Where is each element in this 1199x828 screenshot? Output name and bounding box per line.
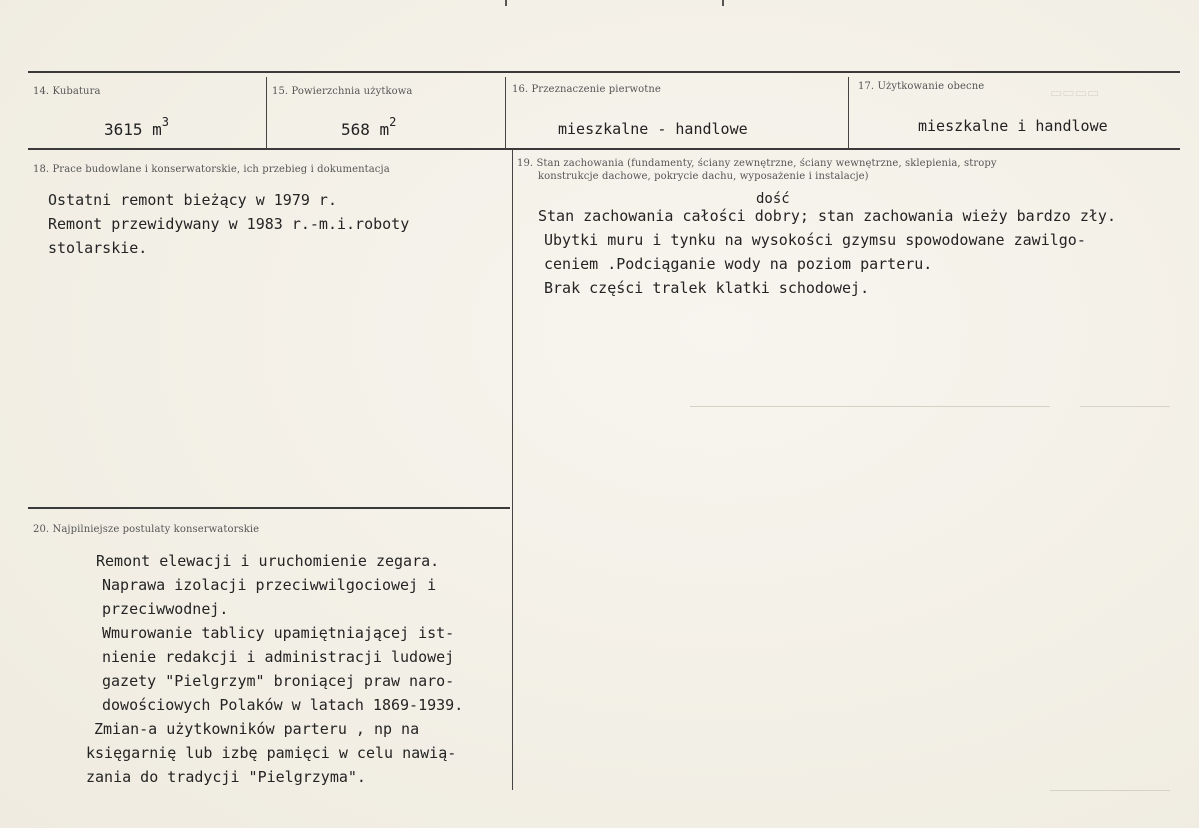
postulaty-label: 20. Najpilniejsze postulaty konserwatorskie [33, 524, 260, 535]
text-line: księgarnię lub izbę pamięci w celu nawią- [86, 744, 457, 762]
stan-insertion: dość [756, 191, 790, 207]
stan-text [538, 204, 1116, 300]
text-line: Ubytki muru i tynku na wysokości gzymsu spowodowane zawilgo- [544, 231, 1086, 249]
postulaty-text [86, 549, 463, 789]
prace-label: 18. Prace budowlane i konserwatorskie, ich przebieg i dokumentacja [33, 164, 390, 175]
kubatura-value [104, 115, 170, 139]
text-line: zania do tradycji "Pielgrzyma". [86, 768, 366, 786]
bleed-mark [1080, 406, 1170, 407]
stan-label-line2: konstrukcje dachowe, pokrycie dachu, wyposażenie i instalacje) [538, 171, 869, 182]
kubatura-label: 14. Kubatura [33, 86, 101, 97]
uzytkowanie-value: mieszkalne i handlowe [918, 117, 1108, 135]
powierzchnia-value [341, 115, 397, 139]
uzytkowanie-label: 17. Użytkowanie obecne [858, 81, 985, 92]
text-line: ceniem .Podciąganie wody na poziom parteru. [544, 255, 933, 273]
kubatura-unit-sup: 3 [161, 115, 170, 129]
text-line: Brak części tralek klatki schodowej. [544, 279, 870, 297]
bleed-stamp: ▭▭▭▭ [1050, 86, 1100, 101]
text-line: Naprawa izolacji przeciwwilgociowej i [102, 576, 437, 594]
top-rule [28, 71, 1180, 73]
text-line: przeciwwodnej. [102, 600, 229, 618]
col-divider-1 [266, 77, 267, 149]
text-line: dowościowych Polaków w latach 1869-1939. [102, 696, 464, 714]
przeznaczenie-value: mieszkalne - handlowe [558, 120, 748, 138]
text-line: Stan zachowania całości dobry; stan zachowania wieży bardzo zły. [538, 207, 1116, 225]
prace-text [48, 188, 409, 260]
text-line: nienie redakcji i administracji ludowej [102, 648, 455, 666]
text-line: Remont elewacji i uruchomienie zegara. [96, 552, 440, 570]
powierzchnia-unit-sup: 2 [389, 115, 397, 129]
col-divider-2 [505, 77, 506, 149]
main-divider [512, 150, 513, 790]
przeznaczenie-label: 16. Przeznaczenie pierwotne [512, 84, 661, 95]
kubatura-number: 3615 m [104, 120, 162, 139]
bleed-mark [690, 406, 1050, 407]
section20-rule [28, 507, 510, 509]
text-line: stolarskie. [48, 239, 148, 257]
text-line: Zmian-a użytkowników parteru , np na [94, 720, 420, 738]
text-line: Remont przewidywany w 1983 r.-m.i.roboty [48, 215, 410, 233]
text-line: Ostatni remont bieżący w 1979 r. [48, 191, 337, 209]
row-rule [28, 148, 1180, 150]
text-line: Wmurowanie tablicy upamiętniającej ist- [102, 624, 455, 642]
top-mark [505, 0, 507, 6]
top-mark [722, 0, 724, 6]
stan-label-line1: 19. Stan zachowania (fundamenty, ściany zewnętrzne, ściany wewnętrzne, sklepienia, stropy [517, 158, 997, 169]
col-divider-3 [848, 77, 849, 149]
bleed-mark [1050, 790, 1170, 791]
powierzchnia-label: 15. Powierzchnia użytkowa [272, 86, 413, 97]
text-line: gazety "Pielgrzym" broniącej praw naro- [102, 672, 455, 690]
powierzchnia-number: 568 m [341, 120, 390, 139]
